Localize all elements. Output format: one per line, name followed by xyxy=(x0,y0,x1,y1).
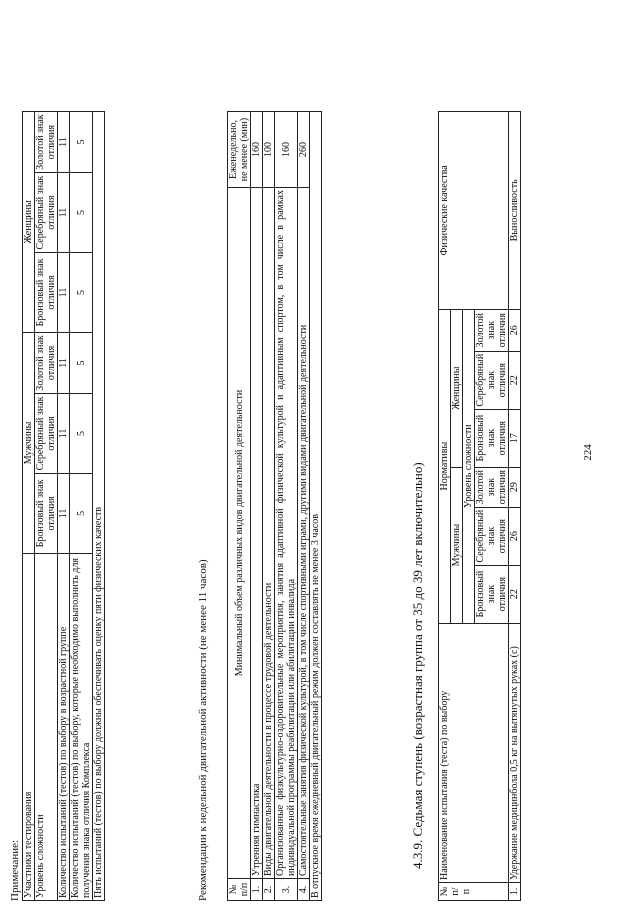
difficulty-label: Уровень сложности xyxy=(35,553,58,900)
men-silver-header: Серебряный знак отличия xyxy=(35,393,58,473)
table-footnote: Пять испытаний (тестов) по выбору должны обеспечивать оценку пяти физических качеств xyxy=(93,112,105,901)
col-name-header: Наименование испытания (теста) по выбору xyxy=(439,623,509,882)
col-quality-header: Физические качества xyxy=(439,112,509,310)
women-header: Женщины xyxy=(23,112,35,333)
table-tests xyxy=(438,111,521,901)
cell-value: 5 xyxy=(70,332,93,393)
row-quality: Выносливость xyxy=(509,112,521,310)
recommendations-title: Рекомендации к недельной двигательной активности (не менее 11 часов) xyxy=(197,559,209,901)
cell-value: 22 xyxy=(509,351,521,409)
row-value: 160 xyxy=(251,112,263,188)
difficulty-label: Уровень сложности xyxy=(463,309,475,623)
cell-value: 5 xyxy=(70,173,93,253)
col-activity-header: Минимальный объем различных видов двигательной деятельности xyxy=(228,188,251,879)
men-bronze-header: Бронзовый знак отличия xyxy=(475,565,509,623)
women-gold-header: Золотой знак отличия xyxy=(475,309,509,351)
table-row xyxy=(509,112,521,901)
table-participants xyxy=(22,111,105,901)
row-label: Количество испытаний (тестов) по выбору, которые необходимо выполнить для получения знака отличия Комплекса xyxy=(70,553,93,900)
row-text: Организованные физкультурно-оздоровительные мероприятия, занятия адаптивной физической культурой и адаптивным спортом, в том числе в рамках индивидуальной программы реабилитации или абилитации инвалида xyxy=(275,188,298,879)
section-heading: 4.3.9. Седьмая ступень (возрастная группа от 35 до 39 лет включительно) xyxy=(410,462,425,869)
cell-value: 11 xyxy=(58,253,70,333)
men-bronze-header: Бронзовый знак отличия xyxy=(35,473,58,553)
table-row xyxy=(275,112,298,901)
cell-value: 11 xyxy=(58,473,70,553)
cell-value: 11 xyxy=(58,332,70,393)
col-no-header: № п/п xyxy=(228,879,251,901)
women-silver-header: Серебряный знак отличия xyxy=(35,173,58,253)
col-no-header: № п/п xyxy=(439,883,509,901)
women-gold-header: Золотой знак отличия xyxy=(35,112,58,173)
men-gold-header: Золотой знак отличия xyxy=(475,467,509,507)
row-value: 160 xyxy=(275,112,298,188)
row-no: 1. xyxy=(251,879,263,901)
row-no: 4. xyxy=(298,879,310,901)
cell-value: 11 xyxy=(58,173,70,253)
cell-value: 26 xyxy=(509,507,521,565)
row-text: Виды двигательной деятельности в процессе трудовой деятельности xyxy=(263,188,275,879)
participants-label: Участники тестирования xyxy=(23,553,35,900)
col-weekly-header: Еженедельно, не менее (мин) xyxy=(228,112,251,188)
cell-value: 17 xyxy=(509,409,521,467)
row-value: 260 xyxy=(298,112,310,188)
row-text: Утренняя гимнастика xyxy=(251,188,263,879)
table-row xyxy=(298,112,310,901)
cell-value: 22 xyxy=(509,565,521,623)
men-silver-header: Серебряный знак отличия xyxy=(475,507,509,565)
men-header: Мужчины xyxy=(451,467,463,623)
cell-value: 5 xyxy=(70,253,93,333)
row-no: 1. xyxy=(509,883,521,901)
cell-value: 29 xyxy=(509,467,521,507)
cell-value: 5 xyxy=(70,473,93,553)
row-no: 3. xyxy=(275,879,298,901)
table-row xyxy=(58,112,70,901)
women-header: Женщины xyxy=(451,309,463,467)
men-header: Мужчины xyxy=(23,332,35,553)
men-gold-header: Золотой знак отличия xyxy=(35,332,58,393)
cell-value: 5 xyxy=(70,393,93,473)
table-row xyxy=(251,112,263,901)
cell-value: 11 xyxy=(58,393,70,473)
row-label: Количество испытаний (тестов) по выбору в возрастной группе xyxy=(58,553,70,900)
table-activity xyxy=(227,111,322,901)
norms-header: Нормативы xyxy=(439,309,451,623)
table-row xyxy=(70,112,93,901)
note-label: Примечание: xyxy=(9,839,21,901)
row-text: Самостоятельные занятия физической культурой, в том числе спортивными играми, другими видами двигательной деятельности xyxy=(298,188,310,879)
row-no: 2. xyxy=(263,879,275,901)
row-name: Удержание медицинбола 0,5 кг на вытянутых руках (с) xyxy=(509,623,521,882)
row-value: 100 xyxy=(263,112,275,188)
women-bronze-header: Бронзовый знак отличия xyxy=(35,253,58,333)
cell-value: 26 xyxy=(509,309,521,351)
page-number: 224 xyxy=(582,444,594,461)
cell-value: 11 xyxy=(58,112,70,173)
cell-value: 5 xyxy=(70,112,93,173)
women-bronze-header: Бронзовый знак отличия xyxy=(475,409,509,467)
table-footer: В отпускное время ежедневный двигательный режим должен составлять не менее 3 часов xyxy=(310,112,322,901)
table-row xyxy=(263,112,275,901)
women-silver-header: Серебряный знак отличия xyxy=(475,351,509,409)
